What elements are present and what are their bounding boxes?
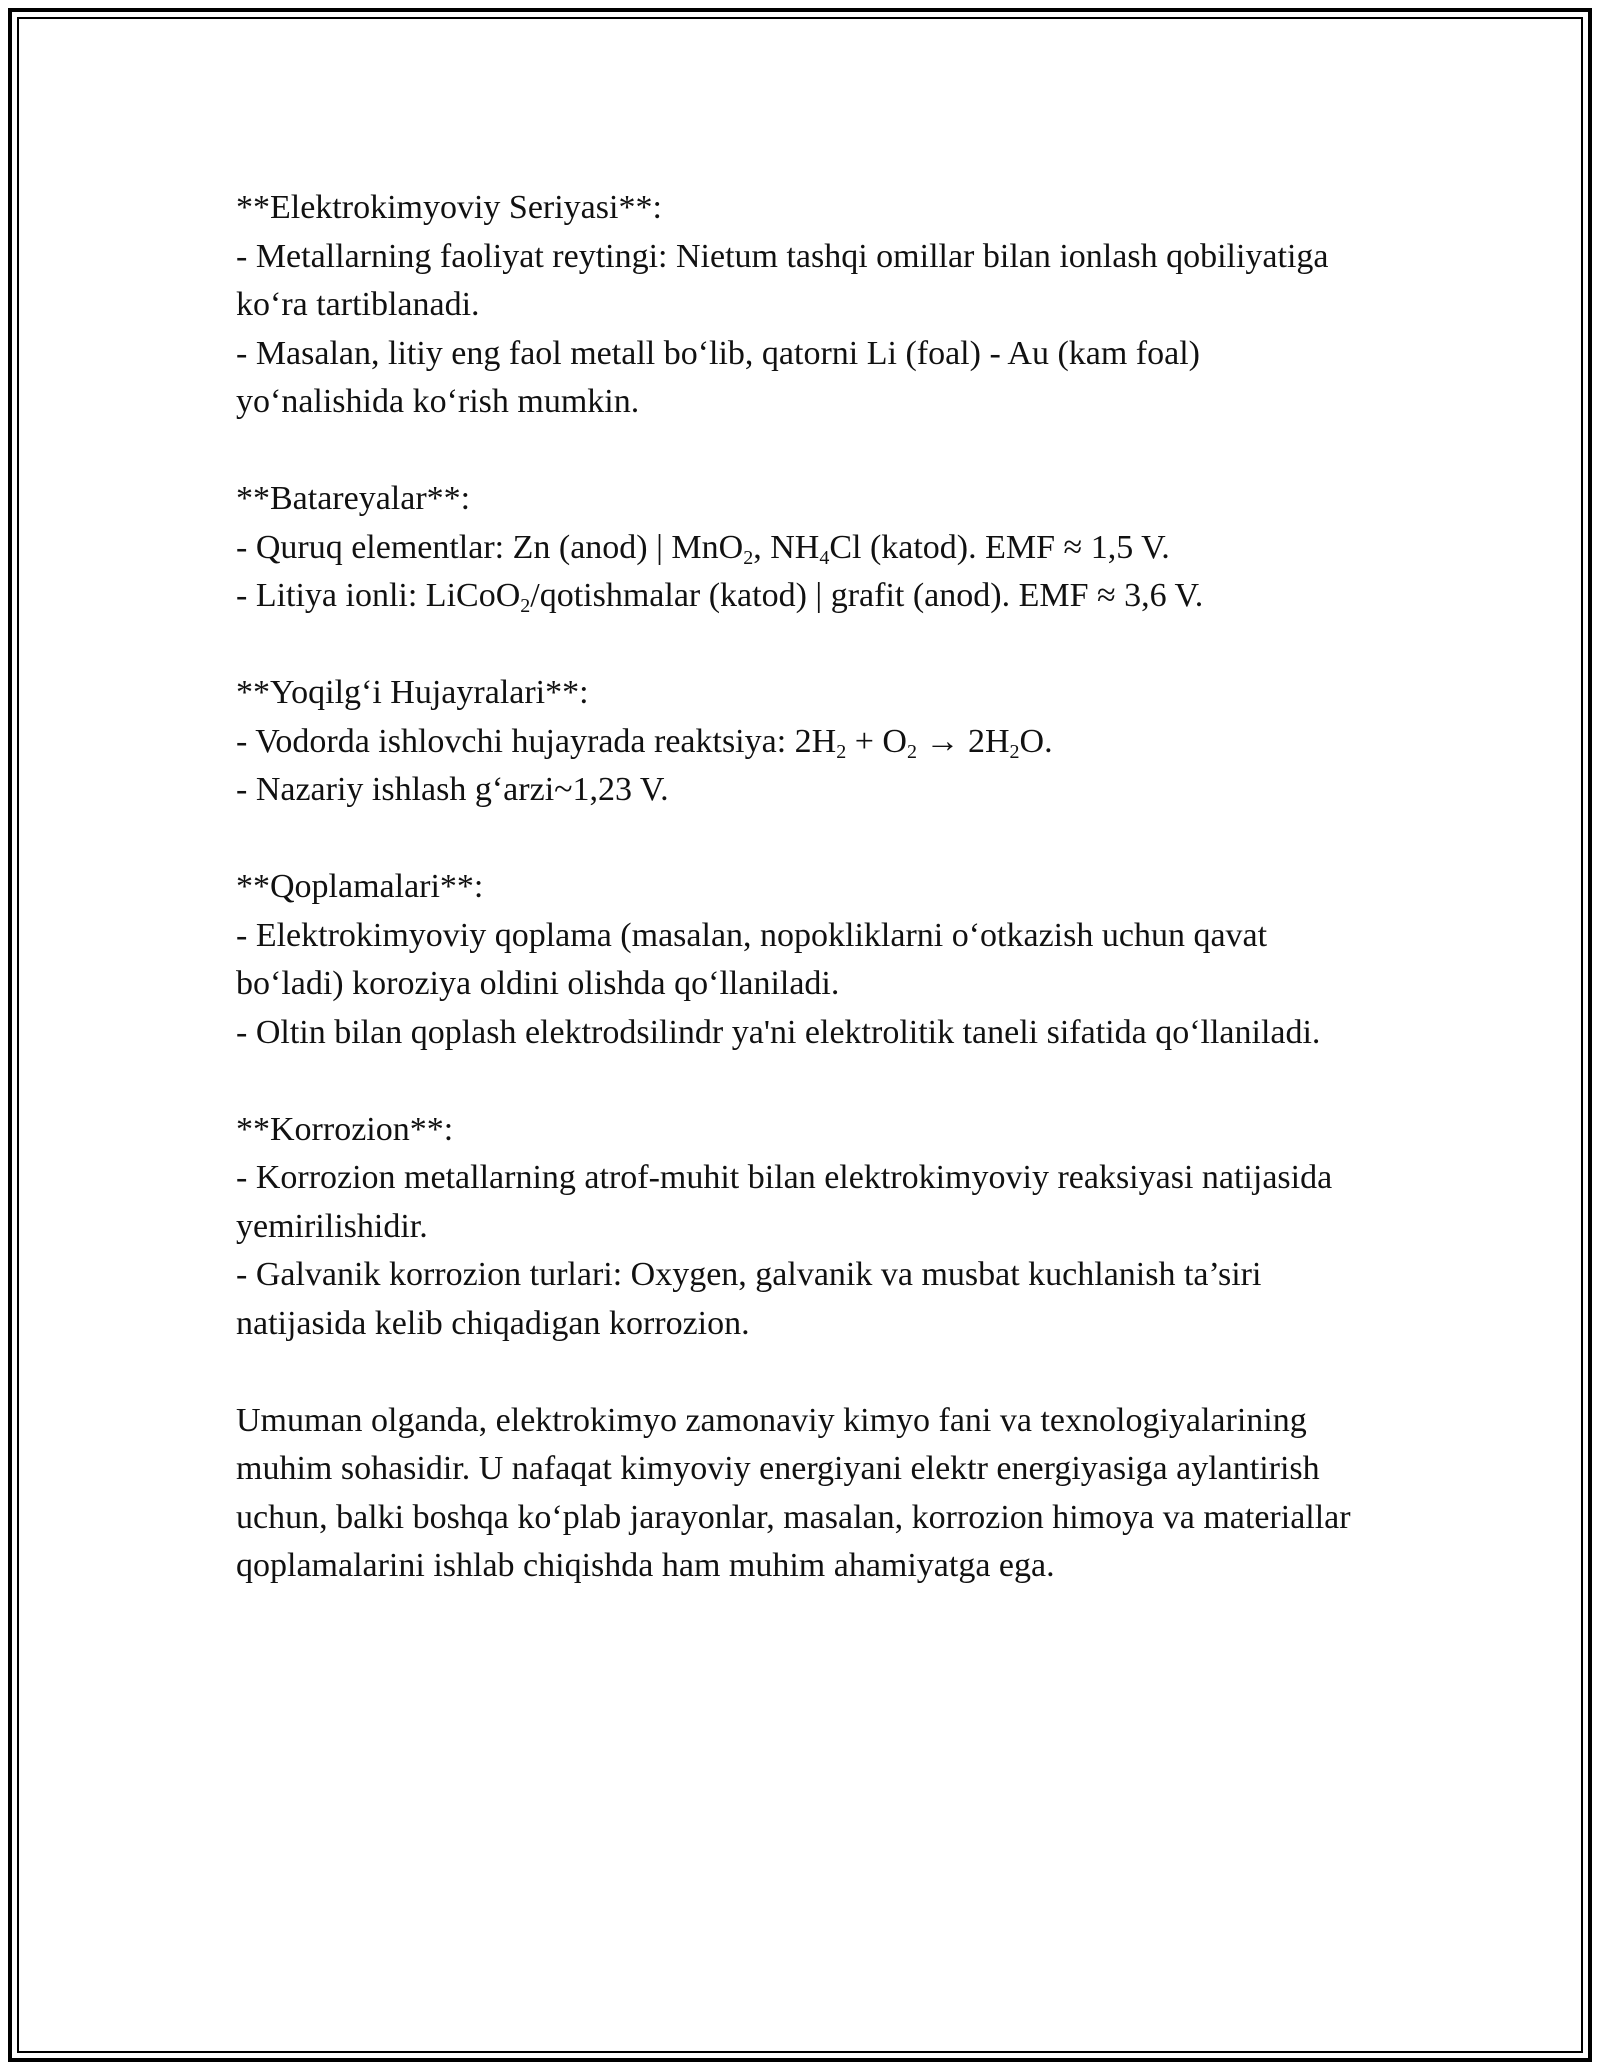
paragraph-li-ion xyxy=(236,572,1366,621)
paragraph-dry-cells xyxy=(236,524,1366,573)
text-run: - Litiya ionli: LiCoO xyxy=(236,577,521,614)
conclusion-paragraph: Umuman olganda, elektrokimyo zamonaviy kimyo fani va texnologiyalarining muhim sohasidir. U nafaqat kimyoviy energiyani elektr energiyasiga aylantirish uchun, balki boshqa ko‘plab jarayonlar, masalan, korrozion himoya va materiallar qoplamalarini ishlab chiqishda ham muhim ahamiyatga ega. xyxy=(236,1401,1351,1584)
section-batteries xyxy=(236,475,1366,621)
paragraph-reaction xyxy=(236,718,1366,767)
spacer xyxy=(236,427,1366,476)
text-run: - Quruq elementlar: Zn (anod) | MnO xyxy=(236,528,744,566)
text-run: , NH xyxy=(753,528,820,566)
subscript: 2 xyxy=(836,740,847,763)
text-run: → 2H xyxy=(916,722,1010,760)
subscript: 2 xyxy=(520,595,531,617)
section-electrochemical-series xyxy=(236,184,1366,427)
section-coatings xyxy=(236,863,1366,1057)
paragraph: - Metallarning faoliyat reytingi: Nietum tashqi omillar bilan ionlash qobiliyatiga ko‘ra tartiblanadi. xyxy=(236,237,1329,323)
section-heading: **Yoqilg‘i Hujayralari**: xyxy=(236,674,589,711)
subscript: 4 xyxy=(819,546,830,569)
section-corrosion xyxy=(236,1106,1366,1349)
subscript: 2 xyxy=(906,740,917,763)
document-body xyxy=(236,184,1366,1591)
paragraph: - Galvanik korrozion turlari: Oxygen, galvanik va musbat kuchlanish ta’siri natijasida kelib chiqadigan korrozion. xyxy=(236,1256,1262,1342)
section-heading: **Elektrokimyoviy Seriyasi**: xyxy=(236,189,662,226)
spacer xyxy=(236,1348,1366,1397)
spacer xyxy=(236,1057,1366,1106)
text-run: O. xyxy=(1019,722,1053,760)
text-run: Cl (katod). EMF ≈ 1,5 V. xyxy=(829,528,1170,566)
paragraph: - Elektrokimyoviy qoplama (masalan, nopokliklarni o‘otkazish uchun qavat bo‘ladi) koroziya oldini olishda qo‘llaniladi. xyxy=(236,916,1268,1002)
section-fuel-cells xyxy=(236,669,1366,815)
subscript: 2 xyxy=(743,546,754,569)
paragraph: - Korrozion metallarning atrof-muhit bilan elektrokimyoviy reaksiyasi natijasida yemirilishidir. xyxy=(236,1159,1333,1245)
text-run: - Vodorda ishlovchi hujayrada reaktsiya: 2H xyxy=(236,722,837,760)
text-run: /qotishmalar (katod) | grafit (anod). EMF ≈ 3,6 V. xyxy=(530,577,1204,614)
text-run: + O xyxy=(846,722,907,760)
paragraph: - Oltin bilan qoplash elektrodsilindr ya'ni elektrolitik taneli sifatida qo‘llaniladi. xyxy=(236,1013,1321,1051)
spacer xyxy=(236,621,1366,670)
subscript: 2 xyxy=(1009,740,1020,763)
section-heading: **Qoplamalari**: xyxy=(236,868,484,905)
paragraph: - Nazariy ishlash g‘arzi~1,23 V. xyxy=(236,771,669,808)
section-conclusion xyxy=(236,1397,1366,1591)
section-heading: **Batareyalar**: xyxy=(236,480,471,517)
paragraph: - Masalan, litiy eng faol metall bo‘lib, qatorni Li (foal) - Au (kam foal) yo‘nalishida ko‘rish mumkin. xyxy=(236,334,1200,420)
spacer xyxy=(236,815,1366,864)
section-heading: **Korrozion**: xyxy=(236,1110,454,1148)
